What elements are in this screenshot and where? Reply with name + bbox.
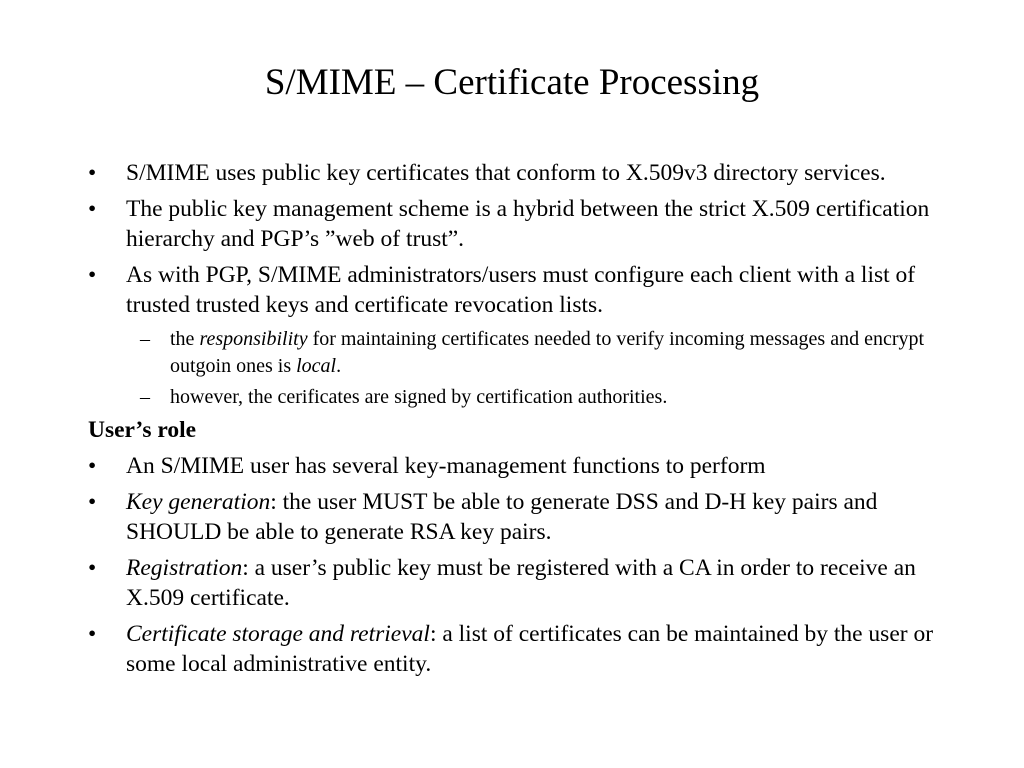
dash-symbol: – — [140, 328, 150, 350]
bullet-text: The public key management scheme is a hybrid between the strict X.509 certification hierarchy and PGP’s ”web of trust”. — [126, 196, 930, 252]
bullet-text — [126, 489, 877, 545]
bullet-symbol: • — [88, 160, 97, 186]
bullet-item — [88, 451, 948, 481]
bullet-symbol: • — [88, 262, 97, 288]
sub-text-pre: the — [170, 328, 200, 350]
dash-symbol: – — [140, 386, 150, 408]
sub-bullet-item — [88, 326, 948, 380]
bullet-definition: : a user’s public key must be registered with a CA in order to receive an X.509 certificate. — [126, 555, 916, 611]
bullet-symbol: • — [88, 621, 97, 647]
section-heading: User’s role — [88, 417, 197, 443]
bullet-text: An S/MIME user has several key-management functions to perform — [126, 453, 766, 479]
bullet-item — [88, 619, 948, 679]
bullet-item — [88, 158, 948, 188]
bullet-definition: : the user MUST be able to generate DSS and D-H key pairs and SHOULD be able to generate RSA key pairs. — [126, 489, 878, 545]
bullet-item — [88, 487, 948, 547]
sub-bullet-item — [88, 384, 948, 411]
slide-body — [88, 158, 948, 685]
bullet-text: As with PGP, S/MIME administrators/users must configure each client with a list of trusted trusted keys and certificate revocation lists. — [126, 262, 916, 318]
bullet-definition: : a list of certificates can be maintained by the user or some local administrative entity. — [126, 621, 934, 677]
bullet-term: Certificate storage and retrieval — [126, 621, 430, 647]
bullet-text — [126, 621, 933, 677]
slide-title: S/MIME – Certificate Processing — [264, 62, 760, 103]
bullet-term: Key generation — [126, 489, 271, 515]
sub-text-post: . — [336, 355, 342, 377]
sub-bullet-text — [170, 328, 924, 377]
bullet-symbol: • — [88, 489, 97, 515]
sub-text-emphasis: responsibility — [199, 328, 308, 350]
bullet-item — [88, 260, 948, 320]
sub-bullet-text: however, the cerificates are signed by certification authorities. — [170, 386, 668, 408]
bullet-symbol: • — [88, 196, 97, 222]
sub-text-middle: for maintaining certificates needed to verify incoming messages and encrypt outgoin ones is — [170, 328, 925, 377]
bullet-symbol: • — [88, 453, 97, 479]
sub-text-emphasis: local — [296, 355, 337, 377]
bullet-item — [88, 194, 948, 254]
bullet-item — [88, 553, 948, 613]
bullet-term: Registration — [126, 555, 243, 581]
bullet-symbol: • — [88, 555, 97, 581]
bullet-text — [126, 555, 916, 611]
bullet-text: S/MIME uses public key certificates that conform to X.509v3 directory services. — [126, 160, 886, 186]
